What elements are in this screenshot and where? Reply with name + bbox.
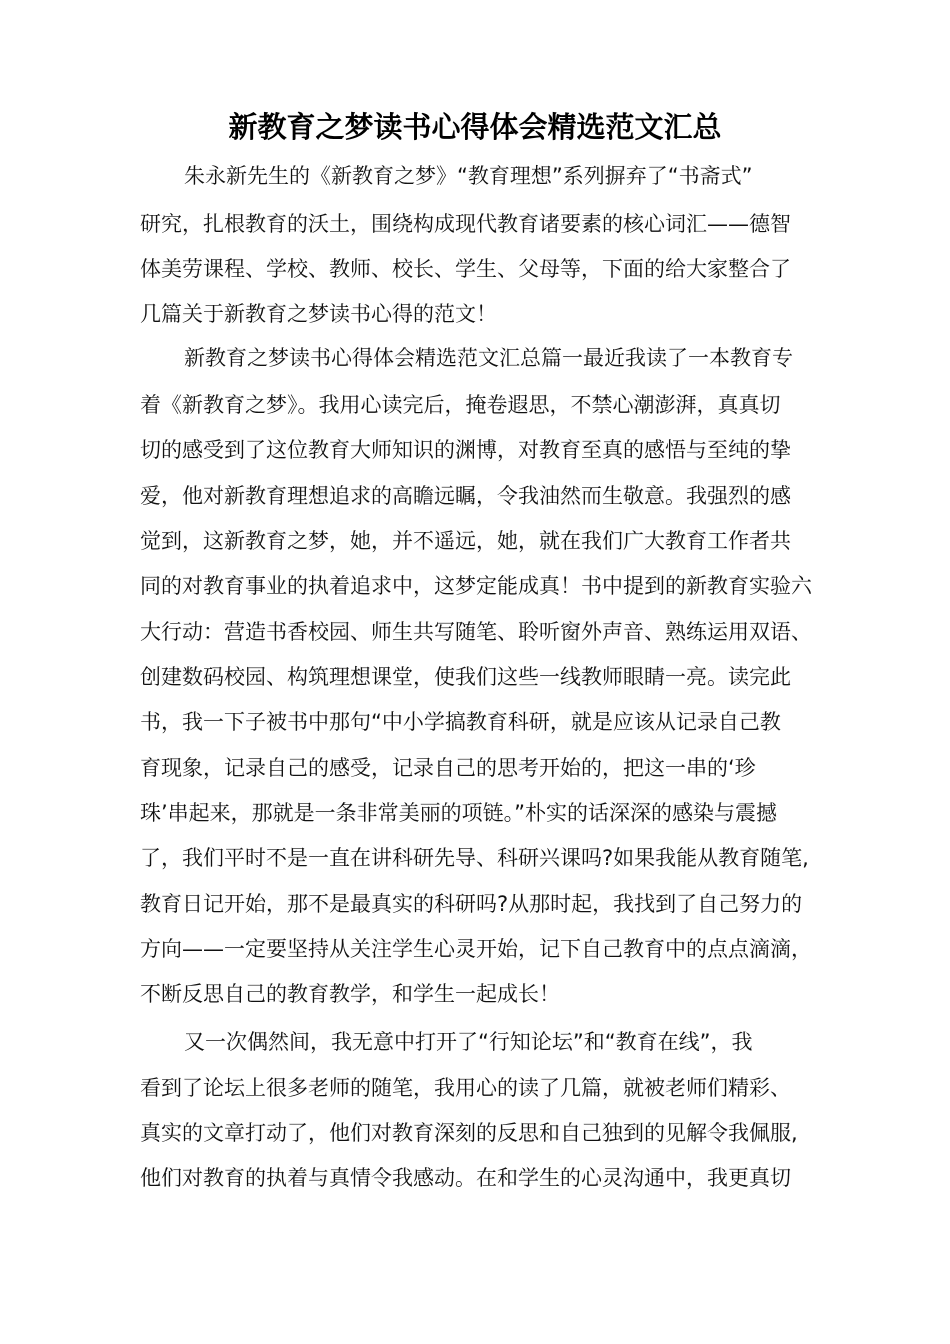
- paragraph-3-line-3: 真实的文章打动了，他们对教育深刻的反思和自己独到的见解令我佩服,: [140, 1121, 798, 1145]
- paragraph-1-line-1: 朱永新先生的《新教育之梦》“教育理想”系列摒弃了“书斋式”: [184, 164, 753, 188]
- paragraph-2-line-14: 方向——一定要坚持从关注学生心灵开始，记下自己教育中的点点滴滴，: [140, 937, 812, 961]
- paragraph-2-line-7: 大行动：营造书香校园、师生共写随笔、聆听窗外声音、熟练运用双语、: [140, 620, 812, 644]
- paragraph-2-line-12: 了，我们平时不是一直在讲科研先导、科研兴课吗?如果我能从教育随笔,: [140, 846, 809, 870]
- document-title: 新教育之梦读书心得体会精选范文汇总: [228, 110, 722, 144]
- paragraph-3-line-2: 看到了论坛上很多老师的随笔，我用心的读了几篇，就被老师们精彩、: [140, 1076, 791, 1100]
- paragraph-3-line-1: 又一次偶然间，我无意中打开了“行知论坛”和“教育在线”，我: [184, 1030, 753, 1054]
- paragraph-2-line-1: 新教育之梦读书心得体会精选范文汇总篇一最近我读了一本教育专: [184, 346, 793, 370]
- paragraph-2-line-6: 同的对教育事业的执着追求中，这梦定能成真！书中提到的新教育实验六: [140, 574, 812, 598]
- paragraph-2-line-10: 育现象，记录自己的感受，记录自己的思考开始的，把这一串的‘珍: [140, 756, 756, 780]
- paragraph-2-line-13: 教育日记开始，那不是最真实的科研吗?从那时起，我找到了自己努力的: [140, 892, 803, 916]
- paragraph-2-line-8: 创建数码校园、构筑理想课堂，使我们这些一线教师眼睛一亮。读完此: [140, 665, 791, 689]
- paragraph-2-line-4: 爱，他对新教育理想追求的高瞻远瞩，令我油然而生敬意。我强烈的感: [140, 484, 791, 508]
- paragraph-2-line-15: 不断反思自己的教育教学，和学生一起成长！: [140, 982, 560, 1006]
- paragraph-2-line-3: 切的感受到了这位教育大师知识的渊博，对教育至真的感悟与至纯的挚: [140, 438, 791, 462]
- paragraph-1-line-4: 几篇关于新教育之梦读书心得的范文！: [140, 302, 497, 326]
- paragraph-1-line-3: 体美劳课程、学校、教师、校长、学生、父母等，下面的给大家整合了: [140, 257, 791, 281]
- paragraph-1-line-2: 研究，扎根教育的沃土，围绕构成现代教育诸要素的核心词汇——德智: [140, 212, 791, 236]
- paragraph-2-line-9: 书，我一下子被书中那句“中小学搞教育科研，就是应该从记录自己教: [140, 710, 781, 734]
- paragraph-2-line-11: 珠’串起来，那就是一条非常美丽的项链。”朴实的话深深的感染与震撼: [140, 801, 778, 825]
- paragraph-3-line-4: 他们对教育的执着与真情令我感动。在和学生的心灵沟通中，我更真切: [140, 1166, 791, 1190]
- paragraph-2-line-5: 觉到，这新教育之梦，她，并不遥远，她，就在我们广大教育工作者共: [140, 529, 791, 553]
- paragraph-2-line-2: 着《新教育之梦》。我用心读完后，掩卷遐思，不禁心潮澎湃，真真切: [140, 393, 781, 417]
